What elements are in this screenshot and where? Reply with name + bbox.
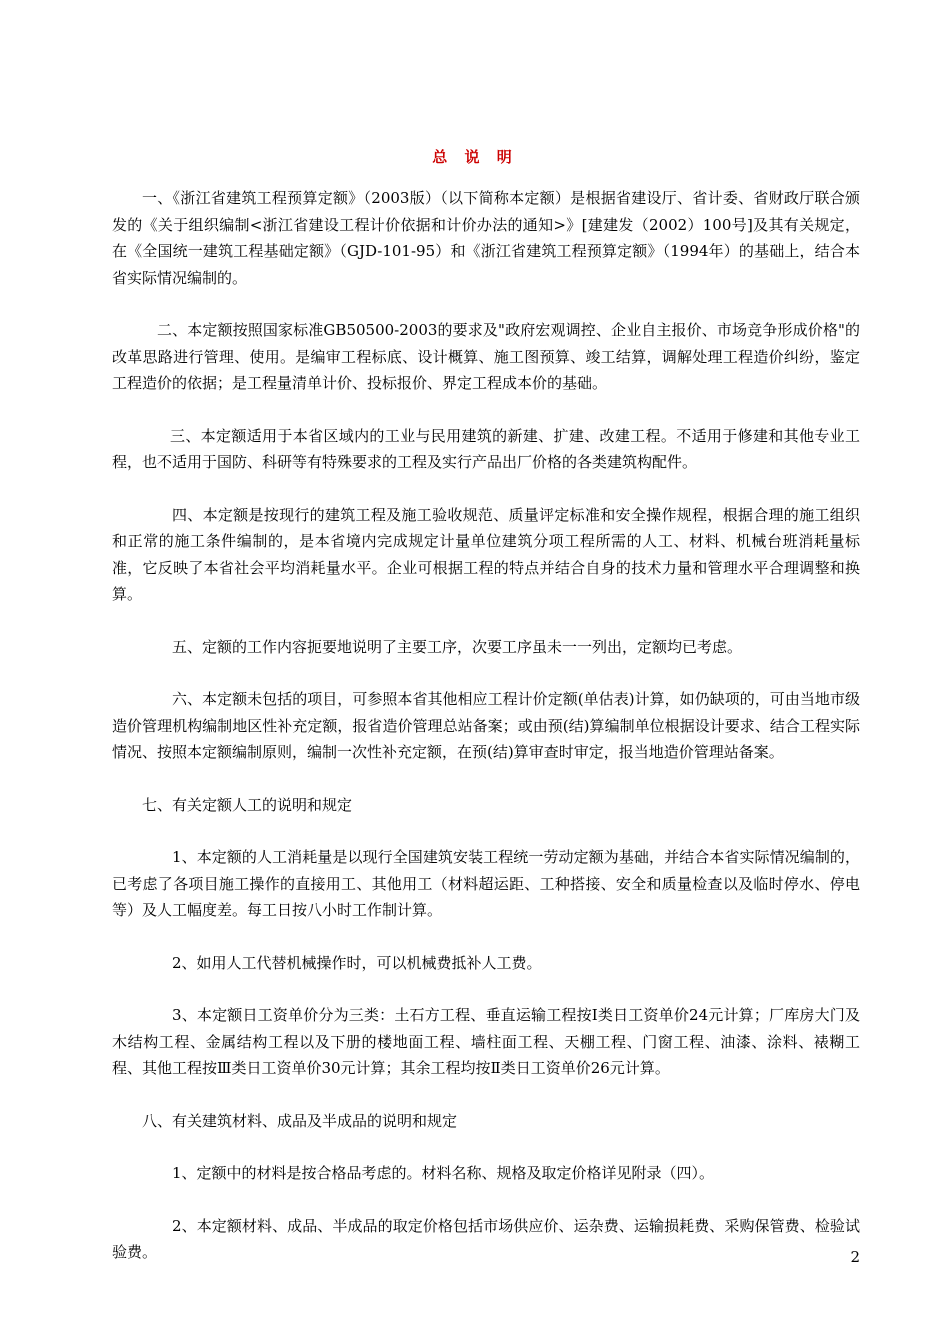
paragraph-3: 三、本定额适用于本省区域内的工业与民用建筑的新建、扩建、改建工程。不适用于修建和其他专业工程，也不适用于国防、科研等有特殊要求的工程及实行产品出厂价格的各类建筑构配件。 [112, 426, 860, 471]
paragraph-6: 六、本定额未包括的项目，可参照本省其他相应工程计价定额(单估表)计算，如仍缺项的，可由当地市级造价管理机构编制地区性补充定额，报省造价管理总站备案；或由预(结)算编制单位根据设计要求、结合工程实际情况、按照本定额编制原则，编制一次性补充定额，在预(结)算审查时审定，报当地造价管理站备案。 [112, 690, 860, 761]
document-body [112, 185, 860, 1292]
paragraph-2: 二、本定额按照国家标准GB50500-2003的要求及"政府宏观调控、企业自主报价、市场竞争形成价格"的改革思路进行管理、使用。是编审工程标底、设计概算、施工图预算、竣工结算，调解处理工程造价纠纷，鉴定工程造价的依据；是工程量清单计价、投标报价、界定工程成本价的基础。 [112, 321, 860, 392]
paragraph-1: 一、《浙江省建筑工程预算定额》（2003版）（以下简称本定额）是根据省建设厅、省计委、省财政厅联合颁发的《关于组织编制<浙江省建设工程计价依据和计价办法的通知>》[建建发（2002）100号]及其有关规定，在《全国统一建筑工程基础定额》（GJD-101-95）和《浙江省建筑工程预算定额》（1994年）的基础上，结合本省实际情况编制的。 [112, 189, 860, 287]
paragraph-labor-3: 3、本定额日工资单价分为三类：土石方工程、垂直运输工程按Ⅰ类日工资单价24元计算；厂库房大门及木结构工程、金属结构工程以及下册的楼地面工程、墙柱面工程、天棚工程、门窗工程、油漆、涂料、裱糊工程、其他工程按Ⅲ类日工资单价30元计算；其余工程均按Ⅱ类日工资单价26元计算。 [112, 1006, 860, 1077]
paragraph-materials-2: 2、本定额材料、成品、半成品的取定价格包括市场供应价、运杂费、运输损耗费、采购保管费、检验试验费。 [112, 1216, 860, 1261]
section-heading-labor: 七、有关定额人工的说明和规定 [142, 795, 353, 814]
page-number: 2 [850, 1248, 860, 1266]
paragraph-labor-2: 2、如用人工代替机械操作时，可以机械费抵补人工费。 [172, 953, 542, 972]
paragraph-labor-1: 1、本定额的人工消耗量是以现行全国建筑安装工程统一劳动定额为基础，并结合本省实际情况编制的，已考虑了各项目施工操作的直接用工、其他用工（材料超运距、工种搭接、安全和质量检查以及临时停水、停电等）及人工幅度差。每工日按八小时工作制计算。 [112, 848, 860, 919]
paragraph-5: 五、定额的工作内容扼要地说明了主要工序，次要工序虽未一一列出，定额均已考虑。 [172, 637, 743, 656]
paragraph-4: 四、本定额是按现行的建筑工程及施工验收规范、质量评定标准和安全操作规程，根据合理的施工组织和正常的施工条件编制的，是本省境内完成规定计量单位建筑分项工程所需的人工、材料、机械台班消耗量标准，它反映了本省社会平均消耗量水平。企业可根据工程的特点并结合自身的技术力量和管理水平合理调整和换算。 [112, 505, 860, 603]
paragraph-materials-1: 1、定额中的材料是按合格品考虑的。材料名称、规格及取定价格详见附录（四）。 [172, 1164, 715, 1182]
document-title: 总 说 明 [432, 148, 518, 166]
section-heading-materials: 八、有关建筑材料、成品及半成品的说明和规定 [142, 1111, 458, 1130]
